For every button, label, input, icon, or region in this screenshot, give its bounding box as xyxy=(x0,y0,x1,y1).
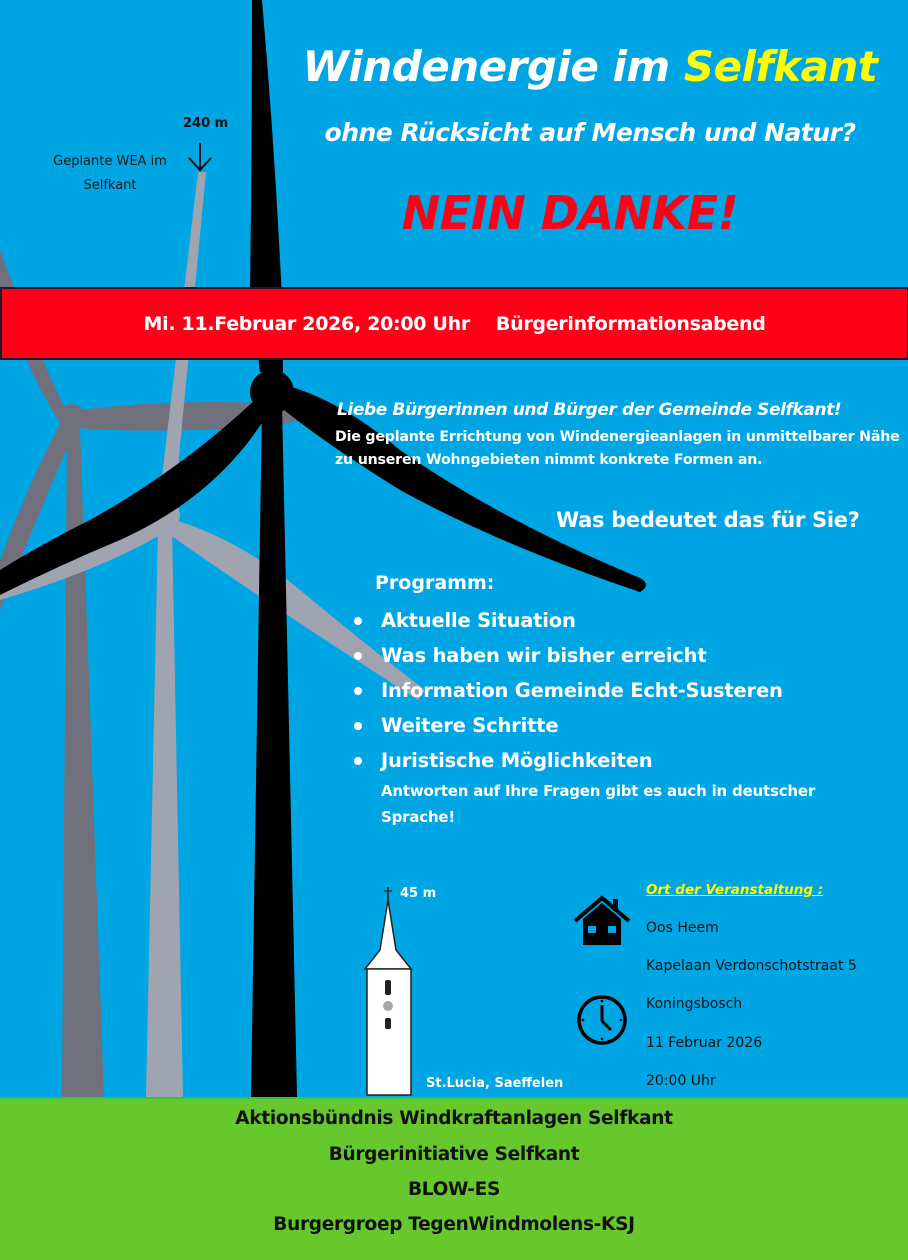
title-highlight: Selfkant xyxy=(683,42,878,91)
bullet-icon xyxy=(354,722,362,730)
turbine-caption-line2: Selfkant xyxy=(83,178,137,193)
list-item xyxy=(352,708,783,743)
list-item-label: Weitere Schritte xyxy=(381,714,559,737)
slogan: NEIN DANKE! xyxy=(401,186,739,240)
list-item xyxy=(352,673,783,708)
bullet-icon xyxy=(354,617,362,625)
event-datetime: Mi. 11.Februar 2026, 20:00 Uhr xyxy=(143,312,470,335)
venue-title: Ort der Veranstaltung : xyxy=(646,882,824,898)
church-tower-icon xyxy=(365,887,411,1095)
question-heading: Was bedeutet das für Sie? xyxy=(556,508,860,532)
organizer-name: Bürgerinitiative Selfkant xyxy=(328,1144,580,1165)
subtitle: ohne Rücksicht auf Mensch und Natur? xyxy=(324,118,856,147)
page-title xyxy=(290,42,890,91)
title-text: Windenergie im xyxy=(302,42,684,91)
greeting: Liebe Bürgerinnen und Bürger der Gemeinde Selfkant! xyxy=(337,400,842,420)
program-list xyxy=(352,603,783,778)
bullet-icon xyxy=(354,687,362,695)
house-icon xyxy=(573,895,631,947)
venue-date: 11 Februar 2026 xyxy=(646,1035,763,1051)
list-item xyxy=(352,603,783,638)
list-item-label: Information Gemeinde Echt-Susteren xyxy=(381,679,783,702)
list-item-label: Juristische Möglichkeiten xyxy=(381,749,653,772)
intro-text: Die geplante Errichtung von Windenergieanlagen in unmittelbarer Nähe zu unseren Wohngebieten nimmt konkrete Formen an. xyxy=(335,429,900,468)
venue-name: Oos Heem xyxy=(646,920,719,936)
venue-time: 20:00 Uhr xyxy=(646,1073,716,1089)
church-caption: St.Lucia, Saeffelen xyxy=(426,1076,564,1091)
bullet-icon xyxy=(354,757,362,765)
event-name: Bürgerinformationsabend xyxy=(495,312,766,335)
venue-street: Kapelaan Verdonschotstraat 5 xyxy=(646,958,857,974)
venue-town: Koningsbosch xyxy=(646,996,743,1012)
list-item xyxy=(352,743,783,778)
turbine-height-label: 240 m xyxy=(183,116,229,131)
clock-icon xyxy=(575,992,629,1048)
program-title: Programm: xyxy=(375,572,495,594)
organizer-name: BLOW-ES xyxy=(407,1179,501,1200)
turbine-caption xyxy=(30,150,190,198)
organizer-name: Burgergroep TegenWindmolens-KSJ xyxy=(273,1214,635,1235)
organizers-footer xyxy=(0,1097,908,1260)
program-note: Antworten auf Ihre Fragen gibt es auch in deutscher Sprache! xyxy=(381,782,816,826)
event-band xyxy=(0,287,908,360)
list-item xyxy=(352,638,783,673)
bullet-icon xyxy=(354,652,362,660)
list-item-label: Was haben wir bisher erreicht xyxy=(381,644,707,667)
organizer-name: Aktionsbündnis Windkraftanlagen Selfkant xyxy=(235,1108,673,1129)
list-item-label: Aktuelle Situation xyxy=(381,609,576,632)
turbine-caption-line1: Geplante WEA im xyxy=(53,154,167,169)
arrow-down-icon xyxy=(189,143,211,170)
church-height-label: 45 m xyxy=(400,886,437,901)
